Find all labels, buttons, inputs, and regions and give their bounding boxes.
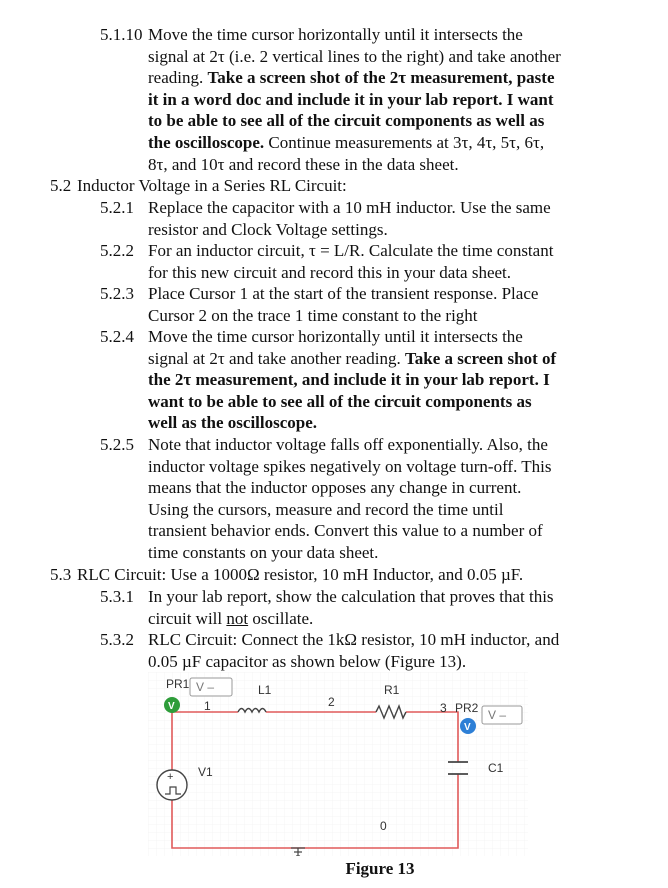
section-title: Inductor Voltage in a Series RL Circuit: xyxy=(77,176,347,195)
text-line: time constants on your data sheet. xyxy=(148,542,379,562)
text-line: Move the time cursor horizontally until it intersects the xyxy=(148,327,523,346)
text-line: signal at 2τ (i.e. 2 vertical lines to the right) and take another xyxy=(148,46,561,66)
text-line: Using the cursors, measure and record the time until xyxy=(148,499,504,519)
text-line: 8τ, and 10τ and record these in the data sheet. xyxy=(148,154,459,174)
figure-caption: Figure 13 xyxy=(345,859,415,878)
text-line: the 2τ measurement, and include it in your lab report. I xyxy=(148,370,550,390)
text-line: RLC Circuit: Connect the 1kΩ resistor, 10 mH inductor, and xyxy=(148,630,560,649)
node-0-label: 0 xyxy=(380,819,387,833)
probe-pr1-label: PR1 xyxy=(166,677,190,691)
text-line: In your lab report, show the calculation that proves that this xyxy=(148,587,554,606)
section-number: 5.2.1 xyxy=(100,198,134,217)
section-title: RLC Circuit: Use a 1000Ω resistor, 10 mH Inductor, and 0.05 µF. xyxy=(77,565,524,584)
text-line: circuit will not oscillate. xyxy=(148,608,314,628)
text-line: Note that inductor voltage falls off exponentially. Also, the xyxy=(148,435,548,454)
text-line: well as the oscilloscope. xyxy=(148,413,318,433)
node-2-label: 2 xyxy=(328,695,335,709)
text-line: it in a word doc and include it in your lab report. I want xyxy=(148,89,554,109)
node-3-label: 3 xyxy=(440,701,447,715)
text-line: for this new circuit and record this in your data sheet. xyxy=(148,262,512,282)
svg-text:V –: V – xyxy=(196,680,215,694)
section-number: 5.1.10 xyxy=(100,25,143,44)
circuit-schematic xyxy=(148,672,528,856)
section-number: 5.2 xyxy=(50,176,72,195)
resistor-label: R1 xyxy=(384,683,400,697)
text-line: resistor and Clock Voltage settings. xyxy=(148,219,388,239)
section-number: 5.2.2 xyxy=(100,241,134,260)
text-line: reading. Take a screen shot of the 2τ measurement, paste xyxy=(148,68,555,88)
text-line: Replace the capacitor with a 10 mH inductor. Use the same xyxy=(148,198,551,217)
text-line: transient behavior ends. Convert this value to a number of xyxy=(148,521,543,541)
inductor-label: L1 xyxy=(258,683,272,697)
section-number: 5.2.4 xyxy=(100,327,134,346)
clock-source-v1 xyxy=(157,770,187,800)
svg-text:V: V xyxy=(168,701,175,712)
text-line: For an inductor circuit, τ = L/R. Calculate the time constant xyxy=(148,241,554,260)
svg-text:V: V xyxy=(464,722,471,733)
text-line: want to be able to see all of the circuit components as xyxy=(148,391,532,411)
probe-pr2-label: PR2 xyxy=(455,701,479,715)
text-line: Place Cursor 1 at the start of the transient response. Place xyxy=(148,284,539,303)
section-number: 5.2.5 xyxy=(100,435,134,454)
section-number: 5.3.2 xyxy=(100,630,134,649)
text-line: 0.05 µF capacitor as shown below (Figure 13). xyxy=(148,651,467,671)
text-line: signal at 2τ and take another reading. Take a screen shot of xyxy=(148,348,557,368)
capacitor-label: C1 xyxy=(488,761,504,775)
text-line: Cursor 2 on the trace 1 time constant to the right xyxy=(148,305,478,325)
svg-text:V –: V – xyxy=(488,708,507,722)
section-number: 5.3 xyxy=(50,565,72,584)
svg-text:+: + xyxy=(167,771,174,783)
section-number: 5.3.1 xyxy=(100,587,134,606)
node-1-label: 1 xyxy=(204,699,211,713)
section-number: 5.2.3 xyxy=(100,284,134,303)
text-line: to be able to see all of the circuit components as well as xyxy=(148,111,545,131)
text-line: means that the inductor opposes any change in current. xyxy=(148,478,522,498)
text-line: the oscilloscope. Continue measurements at 3τ, 4τ, 5τ, 6τ, xyxy=(148,132,545,152)
source-label: V1 xyxy=(198,765,213,779)
text-line: inductor voltage spikes negatively on voltage turn-off. This xyxy=(148,456,552,476)
text-line: Move the time cursor horizontally until it intersects the xyxy=(148,25,523,44)
